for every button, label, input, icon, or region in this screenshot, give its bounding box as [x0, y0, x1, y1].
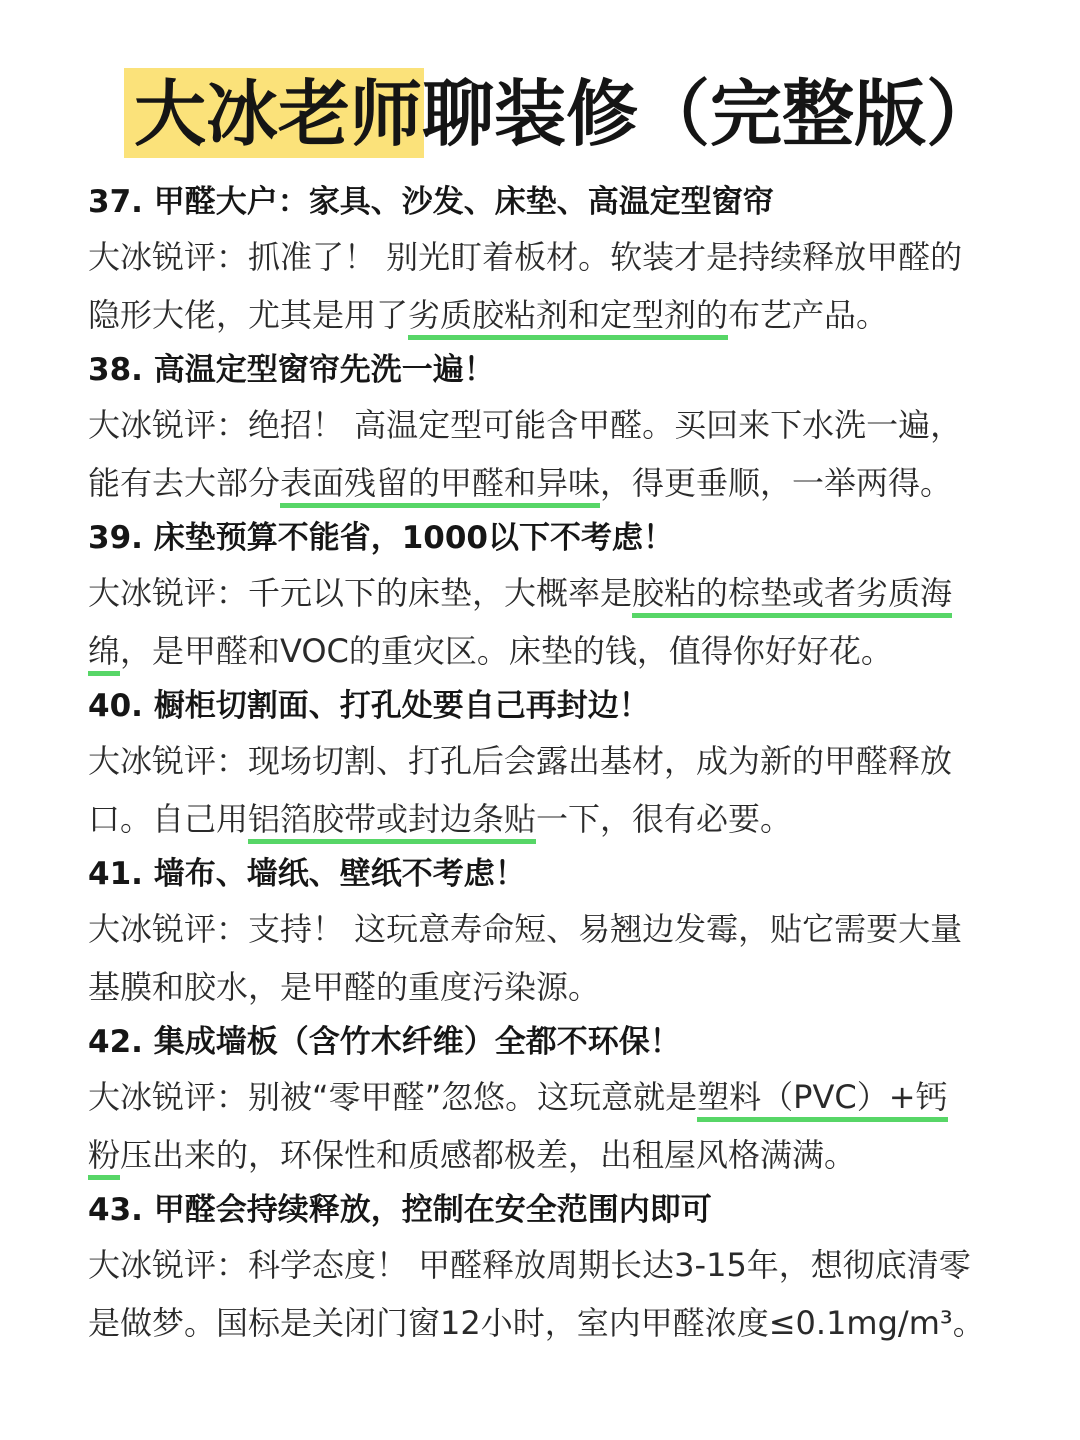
comment-line — [88, 1126, 1008, 1184]
tip-comment — [88, 1068, 1008, 1184]
highlight-text: 胶粘的棕垫或者劣质海 — [632, 574, 952, 618]
tip-comment — [88, 1236, 1008, 1352]
page-title: 大冰老师聊装修（完整版） — [134, 72, 999, 156]
tip-heading: 43. 甲醛会持续释放，控制在安全范围内即可 — [88, 1192, 712, 1228]
highlight-text: 表面残留的甲醛和异味 — [280, 464, 600, 508]
comment-text: ，得更垂顺，一举两得。 — [600, 464, 953, 502]
tip-heading: 38. 高温定型窗帘先洗一遍！ — [88, 352, 495, 388]
title-block — [124, 68, 998, 160]
tip-item-38 — [88, 344, 1008, 512]
comment-line — [88, 1068, 1008, 1126]
comment-line: 大冰锐评：现场切割、打孔后会露出基材，成为新的甲醛释放 — [88, 742, 953, 780]
comment-line: 大冰锐评：抓准了！ 别光盯着板材。软装才是持续释放甲醛的 — [88, 238, 963, 276]
highlight-text: 塑料（PVC）+钙 — [697, 1078, 947, 1122]
comment-line: 是做梦。国标是关闭门窗12小时，室内甲醛浓度≤0.1mg/m³。 — [88, 1304, 985, 1342]
highlight-text: 劣质胶粘剂和定型剂的 — [408, 296, 728, 340]
comment-line: 大冰锐评：支持！ 这玩意寿命短、易翘边发霉，贴它需要大量 — [88, 910, 963, 948]
highlight-text: 粉 — [88, 1136, 120, 1180]
tip-comment — [88, 732, 1008, 848]
comment-line — [88, 790, 1008, 848]
tip-item-37 — [88, 176, 1008, 344]
tip-comment — [88, 564, 1008, 680]
tip-comment — [88, 396, 1008, 512]
comment-text: 能有去大部分 — [88, 464, 281, 502]
comment-text: 隐形大佬，尤其是用了 — [88, 296, 409, 334]
tip-heading: 39. 床垫预算不能省，1000以下不考虑！ — [88, 520, 674, 556]
tip-item-40 — [88, 680, 1008, 848]
tip-comment — [88, 900, 1008, 1016]
tip-heading: 40. 橱柜切割面、打孔处要自己再封边！ — [88, 688, 650, 724]
tip-heading: 42. 集成墙板（含竹木纤维）全都不环保！ — [88, 1024, 681, 1060]
comment-text: 布艺产品。 — [728, 296, 889, 334]
comment-line — [88, 564, 1008, 622]
comment-line: 大冰锐评：绝招！ 高温定型可能含甲醛。买回来下水洗一遍， — [88, 406, 963, 444]
comment-line — [88, 286, 1008, 344]
tip-comment — [88, 228, 1008, 344]
comment-line — [88, 622, 1008, 680]
tips-list — [88, 176, 1008, 1352]
comment-text: 大冰锐评：别被“零甲醛”忽悠。这玩意就是 — [88, 1078, 698, 1116]
comment-text: ，是甲醛和VOC的重灾区。床垫的钱，值得你好好花。 — [120, 632, 893, 670]
comment-text: 口。自己用 — [88, 800, 249, 838]
highlight-text: 绵 — [88, 632, 120, 676]
tip-item-42 — [88, 1016, 1008, 1184]
tip-heading: 37. 甲醛大户：家具、沙发、床垫、高温定型窗帘 — [88, 184, 774, 220]
highlight-text: 铝箔胶带或封边条贴 — [248, 800, 536, 844]
tip-item-39 — [88, 512, 1008, 680]
comment-line — [88, 454, 1008, 512]
comment-line: 大冰锐评：科学态度！ 甲醛释放周期长达3-15年，想彻底清零 — [88, 1246, 971, 1284]
tip-item-41 — [88, 848, 1008, 1016]
comment-line: 基膜和胶水，是甲醛的重度污染源。 — [88, 968, 601, 1006]
tip-heading: 41. 墙布、墙纸、壁纸不考虑！ — [88, 856, 526, 892]
comment-text: 大冰锐评：千元以下的床垫，大概率是 — [88, 574, 633, 612]
tip-item-43 — [88, 1184, 1008, 1352]
comment-text: 压出来的，环保性和质感都极差，出租屋风格满满。 — [120, 1136, 857, 1174]
comment-text: 一下，很有必要。 — [536, 800, 793, 838]
